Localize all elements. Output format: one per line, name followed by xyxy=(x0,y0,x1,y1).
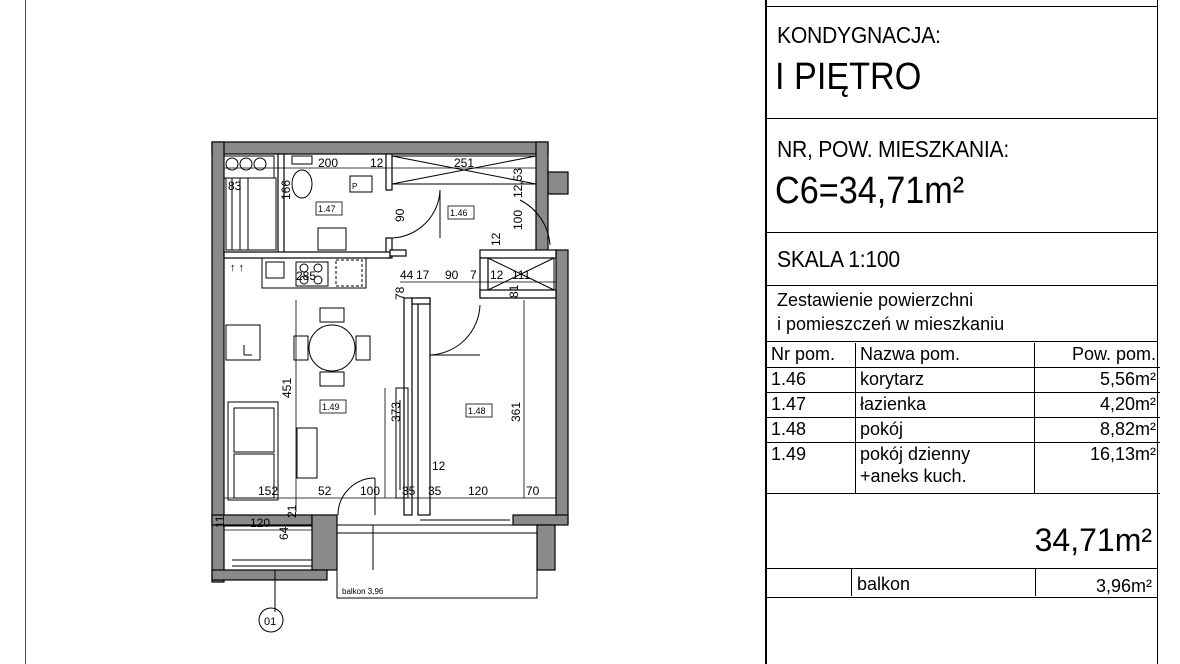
header-name: Nazwa pom. xyxy=(856,343,1035,368)
row-name-line1: pokój dzienny xyxy=(860,444,971,464)
dimension-label: 251 xyxy=(454,156,475,170)
dimension-label: 44 xyxy=(400,268,414,282)
header-area: Pow. pom. xyxy=(1035,343,1161,368)
rooms-table xyxy=(767,343,1160,494)
dimension-label: 373 xyxy=(389,401,403,422)
row-nr: 1.46 xyxy=(767,368,856,393)
dimension-label: 21 xyxy=(285,504,299,518)
toilet-letter: P xyxy=(352,182,358,191)
dimension-label: 12 xyxy=(490,268,504,282)
dimension-label: 111 xyxy=(512,268,531,282)
dimension-label: 451 xyxy=(280,377,294,398)
dimension-label: 166 xyxy=(279,179,293,200)
table-row xyxy=(767,443,1160,494)
dimension-label: 17 xyxy=(416,268,430,282)
dimension-label: 11 xyxy=(213,515,227,528)
divider xyxy=(767,568,1158,569)
room-label-1-49: 1.49 xyxy=(322,402,340,412)
table-row xyxy=(767,418,1160,443)
divider xyxy=(767,285,1158,286)
total-area: 34,71m² xyxy=(1034,522,1152,558)
dimension-label: 100 xyxy=(511,209,525,230)
dimension-label: 70 xyxy=(526,484,540,498)
dimension-label: 35 xyxy=(428,484,442,498)
dimension-label: 285 xyxy=(296,269,317,283)
skala-label: SKALA 1:100 xyxy=(777,246,900,272)
dimension-label: 52 xyxy=(318,484,332,498)
row-area: 16,13m² xyxy=(1035,443,1161,494)
room-label-1-48: 1.48 xyxy=(468,406,486,416)
nr-value: C6=34,71m² xyxy=(775,170,965,212)
dimension-label: 78 xyxy=(393,286,407,300)
row-area: 8,82m² xyxy=(1035,418,1161,443)
header-nr: Nr pom. xyxy=(767,343,856,368)
table-row xyxy=(767,393,1160,418)
dimension-label: 100 xyxy=(360,484,381,498)
dimension-label: 12 xyxy=(432,459,446,473)
divider xyxy=(767,232,1158,233)
dimension-label: 83 xyxy=(228,179,242,193)
dimension-label: 120 xyxy=(468,484,489,498)
row-nr: 1.48 xyxy=(767,418,856,443)
row-nr: 1.49 xyxy=(767,443,856,494)
dining-set xyxy=(294,308,370,478)
axis-label: 01 xyxy=(264,616,277,628)
row-name: łazienka xyxy=(856,393,1035,418)
kondygnacja-label: KONDYGNACJA: xyxy=(777,22,941,48)
divider xyxy=(767,341,1158,342)
dimension-label: 7 xyxy=(470,268,477,282)
dimension-label: 81 xyxy=(507,284,521,298)
dimension-label: 12 xyxy=(370,156,384,170)
dimension-label: 35 xyxy=(402,484,416,498)
balkon-label: balkon 3,96 xyxy=(342,587,384,596)
dimension-label: 152 xyxy=(258,484,279,498)
dimension-label: 90 xyxy=(445,268,459,282)
info-panel xyxy=(765,0,1180,664)
vent-arrows: ↑ ↑ xyxy=(230,262,245,274)
dimension-label: 12 xyxy=(489,232,503,246)
row-name xyxy=(856,443,1035,494)
row-area: 4,20m² xyxy=(1035,393,1161,418)
dimension-label: 361 xyxy=(509,401,523,422)
table-row xyxy=(767,368,1160,393)
room-label-1-46: 1.46 xyxy=(450,208,468,218)
dimension-label: 64 xyxy=(277,526,291,540)
row-area: 5,56m² xyxy=(1035,368,1161,393)
row-name: korytarz xyxy=(856,368,1035,393)
divider xyxy=(851,568,852,596)
balkon-area: 3,96m² xyxy=(1095,576,1152,596)
row-name: pokój xyxy=(856,418,1035,443)
zestawienie-line2: i pomieszczeń w mieszkaniu xyxy=(777,314,1005,334)
dimension-numbers xyxy=(213,156,540,540)
divider xyxy=(767,6,1158,7)
divider xyxy=(767,118,1158,119)
dimension-label: 12,53 xyxy=(511,167,525,198)
dimension-label: 200 xyxy=(318,156,339,170)
nr-label: NR, POW. MIESZKANIA: xyxy=(777,136,1009,162)
dimension-label: 90 xyxy=(393,208,407,222)
dimension-label: 120 xyxy=(250,516,271,530)
divider xyxy=(1035,568,1036,596)
divider xyxy=(767,597,1158,598)
balkon-name: balkon xyxy=(857,574,911,594)
row-name-line2: +aneks kuch. xyxy=(860,466,967,486)
zestawienie-line1: Zestawienie powierzchni xyxy=(777,290,974,310)
panel-right-edge xyxy=(1157,0,1158,664)
row-nr: 1.47 xyxy=(767,393,856,418)
table-header-row xyxy=(767,343,1160,368)
room-label-1-47: 1.47 xyxy=(318,204,336,214)
kondygnacja-value: I PIĘTRO xyxy=(775,56,922,98)
